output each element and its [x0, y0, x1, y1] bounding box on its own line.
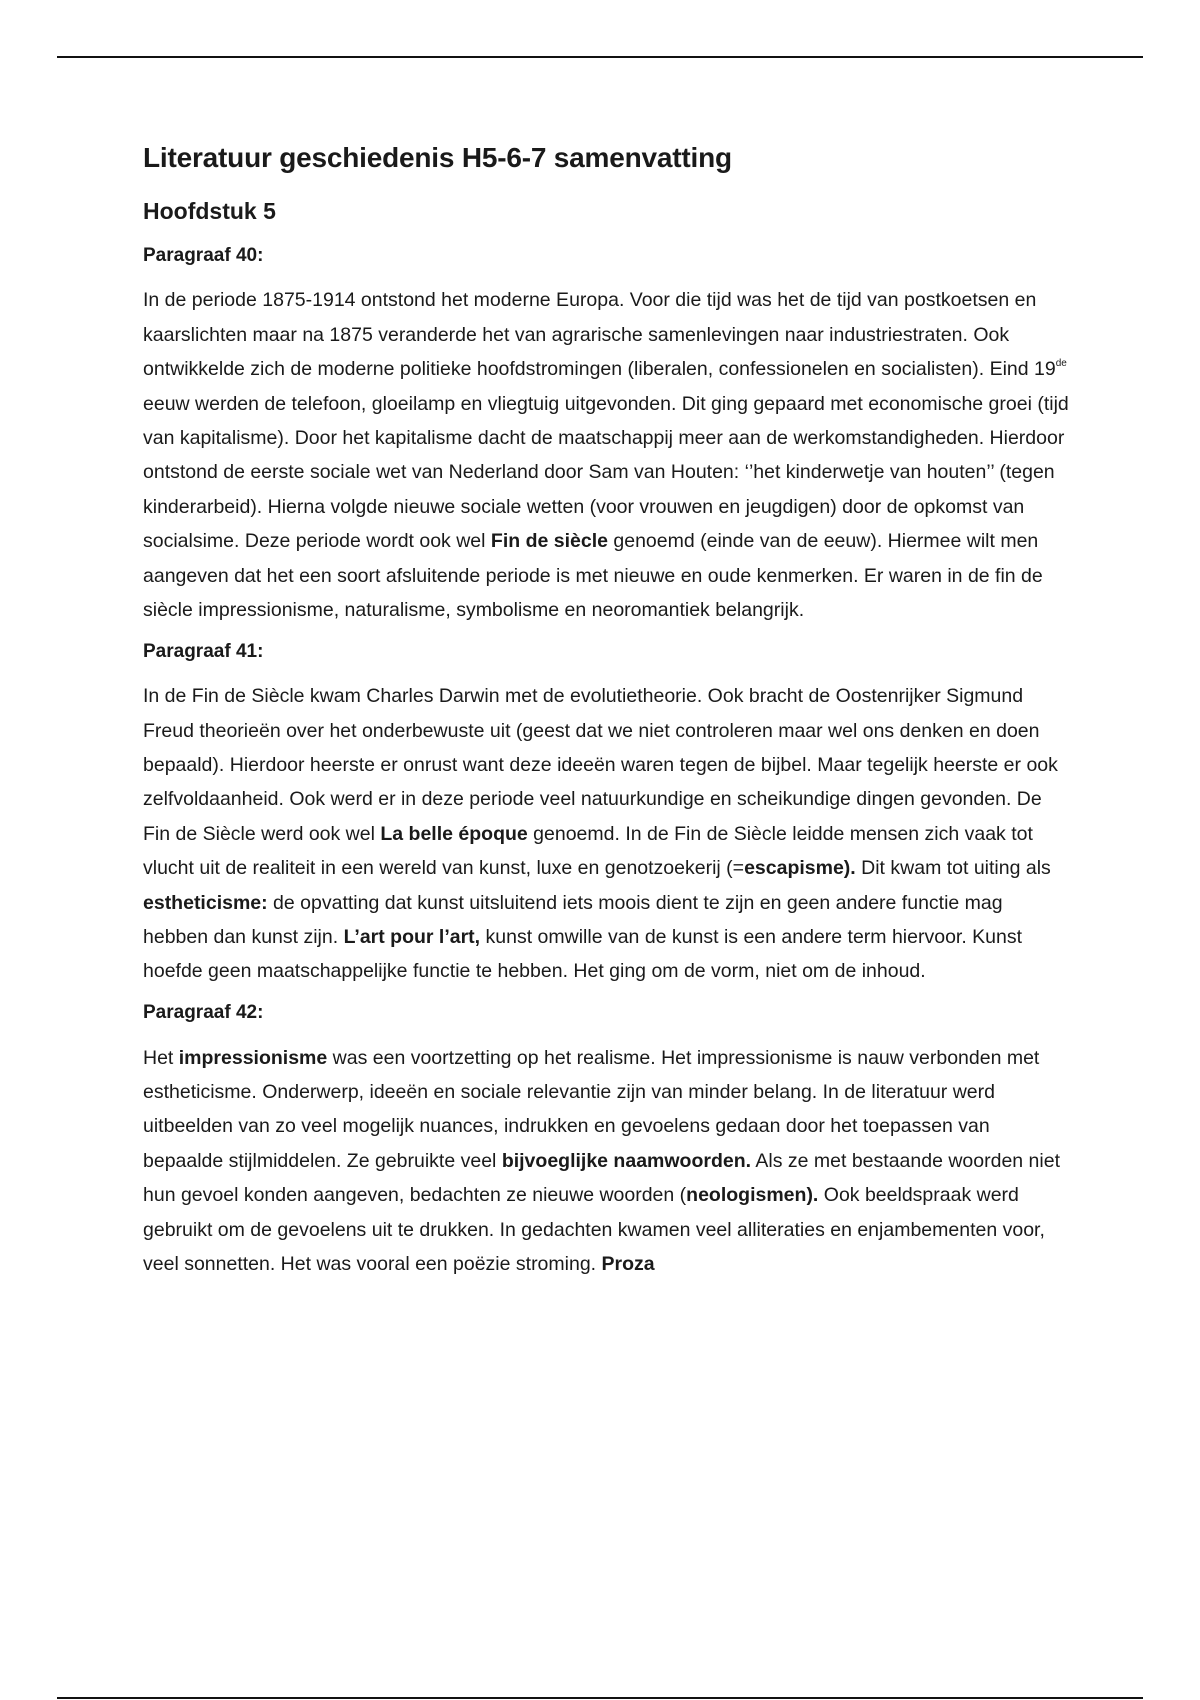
section-heading-41: Paragraaf 41: — [143, 640, 264, 662]
term-lart-pour-lart: L’art pour l’art, — [343, 926, 481, 949]
document-body — [143, 140, 1073, 1293]
section-body-42: Het impressionisme was een voortzetting op het realisme. Het impressionisme is nauw verbonden met estheticisme. Onderwerp, ideeën en sociale relevantie zijn van minder belang. In de literatuur werd uitbeelden van zo veel mogelijk nuances, indrukken en gevoelens gedaan door het toepassen van bepaalde stijlmiddelen. Ze gebruikte veel bijvoeglijke naamwoorden. Als ze met bestaande woorden niet hun gevoel konden aangeven, bedachten ze nieuwe woorden (neologismen). Ook beeldspraak werd gebruikt om de gevoelens uit te drukken. In gedachten kwamen veel alliteraties en enjambementen voor, veel sonnetten. Het was vooral een poëzie stroming. Proza — [143, 1046, 1060, 1275]
footer-rule — [57, 1697, 1143, 1699]
term-neologismen: neologismen). — [686, 1184, 819, 1207]
term-la-belle-epoque: La belle époque — [380, 822, 528, 845]
ordinal-superscript: de — [1055, 358, 1067, 370]
header-rule — [57, 56, 1143, 58]
term-estheticisme: estheticisme: — [143, 891, 268, 914]
term-escapisme: escapisme). — [744, 857, 856, 880]
section-heading-42: Paragraaf 42: — [143, 1001, 264, 1023]
term-fin-de-siecle: Fin de siècle — [490, 530, 608, 553]
section-heading-40: Paragraaf 40: — [143, 244, 264, 266]
term-bijvoeglijke-naamwoorden: bijvoeglijke naamwoorden. — [501, 1149, 752, 1172]
term-proza: Proza — [601, 1252, 655, 1275]
term-impressionisme: impressionisme — [178, 1046, 328, 1069]
chapter-heading: Hoofdstuk 5 — [143, 198, 276, 224]
section-body-40: In de periode 1875-1914 ontstond het moderne Europa. Voor die tijd was het de tijd van postkoetsen en kaarslichten maar na 1875 veranderde het van agrarische samenlevingen naar industriestraten. Ook ontwikkelde zich de moderne politieke hoofdstromingen (liberalen, confessionelen en socialisten). Eind 19de eeuw werden de telefoon, gloeilamp en vliegtuig uitgevonden. Dit ging gepaard met economische groei (tijd van kapitalisme). Door het kapitalisme dacht de maatschappij meer aan de werkomstandigheden. Hierdoor ontstond de eerste sociale wet van Nederland door Sam van Houten: ‘’het kinderwetje van houten’’ (tegen kinderarbeid). Hierna volgde nieuwe sociale wetten (voor vrouwen en jeugdigen) door de opkomst van socialsime. Deze periode wordt ook wel Fin de siècle genoemd (einde van de eeuw). Hiermee wilt men aangeven dat het een soort afsluitende periode is met nieuwe en oude kenmerken. Er waren in de fin de siècle impressionisme, naturalisme, symbolisme en neoromantiek belangrijk. — [143, 289, 1069, 622]
document-title: Literatuur geschiedenis H5-6-7 samenvatting — [143, 142, 732, 173]
section-body-41: In de Fin de Siècle kwam Charles Darwin met de evolutietheorie. Ook bracht de Oostenrijker Sigmund Freud theorieën over het onderbewuste uit (geest dat we niet controleren maar wel ons denken en doen bepaald). Hierdoor heerste er onrust want deze ideeën waren tegen de bijbel. Maar tegelijk heerste er ook zelfvoldaanheid. Ook werd er in deze periode veel natuurkundige en scheikundige dingen gevonden. De Fin de Siècle werd ook wel La belle époque genoemd. In de Fin de Siècle leidde mensen zich vaak tot vlucht uit de realiteit in een wereld van kunst, luxe en genotzoekerij (=escapisme). Dit kwam tot uiting als estheticisme: de opvatting dat kunst uitsluitend iets moois dient te zijn en geen andere functie mag hebben dan kunst zijn. L’art pour l’art, kunst omwille van de kunst is een andere term hiervoor. Kunst hoefde geen maatschappelijke functie te hebben. Het ging om de vorm, niet om de inhoud. — [143, 685, 1058, 983]
